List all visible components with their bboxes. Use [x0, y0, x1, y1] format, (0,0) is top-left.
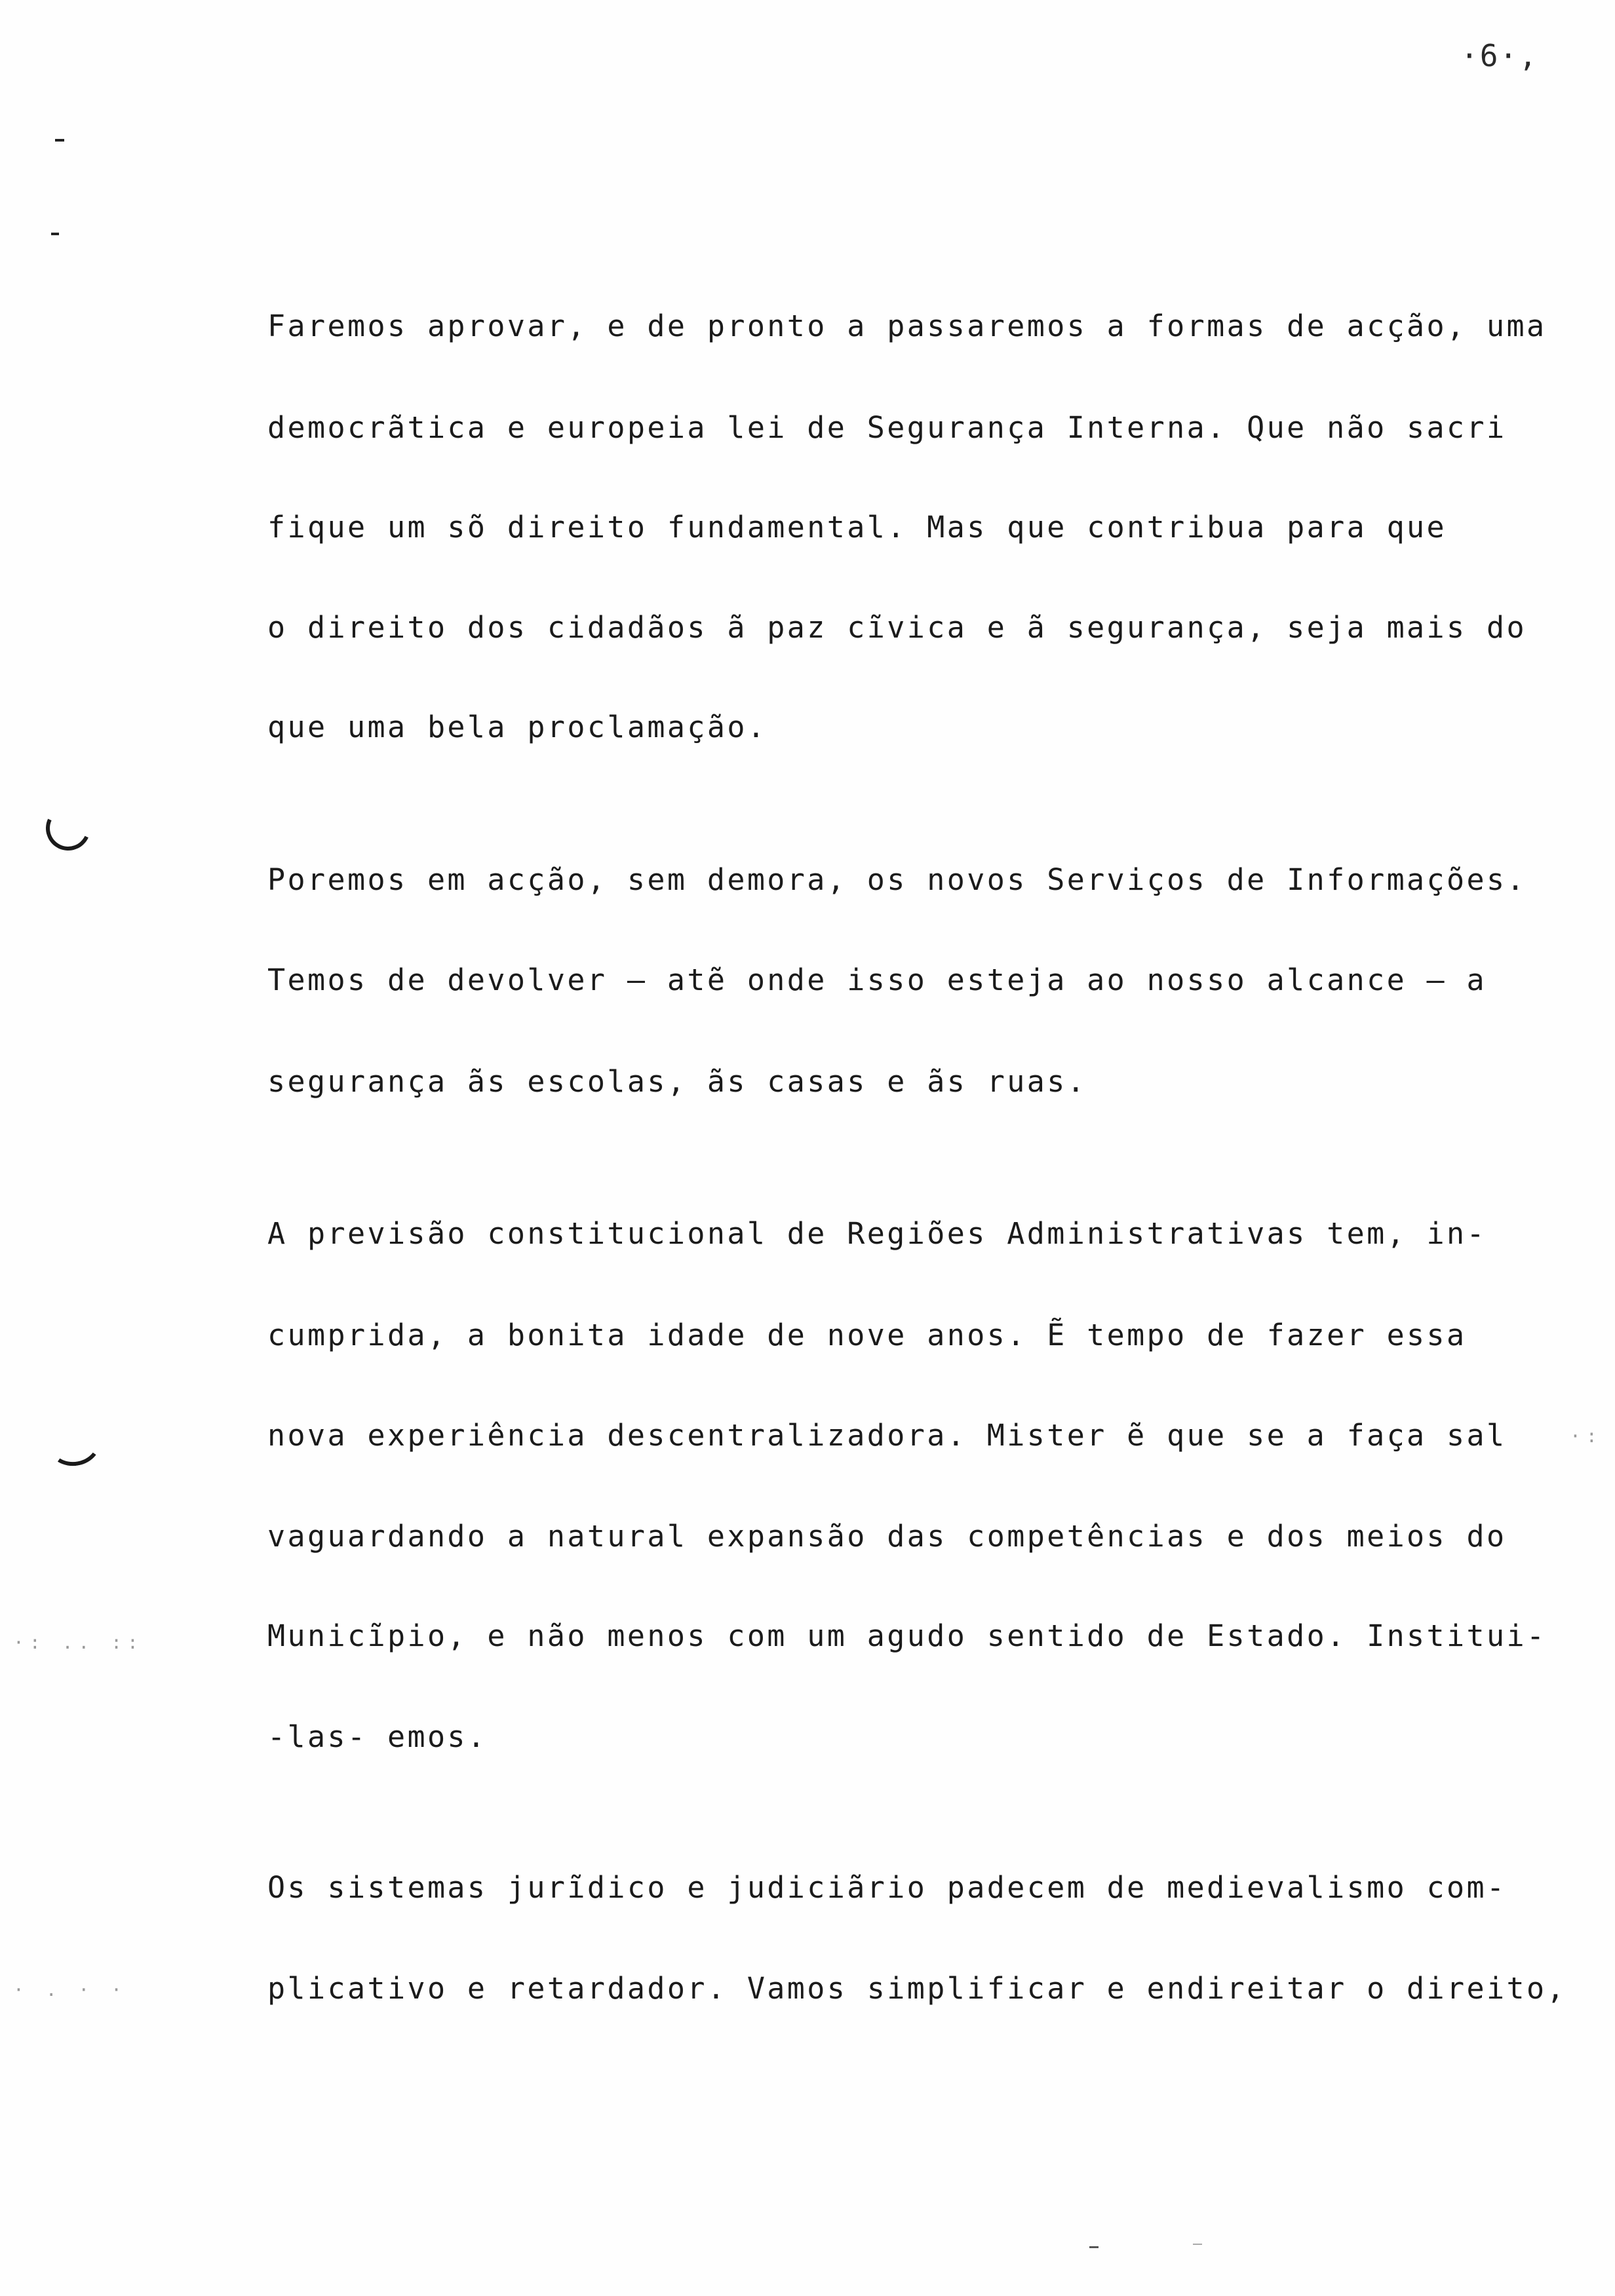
page-number: ·6·,: [1460, 38, 1538, 73]
text-line: Poremos em acção, sem demora, os novos Serviços de Informações.: [267, 862, 1527, 897]
scan-speckle-left-1: ·: .. ::: [13, 1632, 144, 1653]
text-line: vaguardando a natural expansão das competências e dos meios do: [267, 1519, 1507, 1554]
text-line: -las- emos.: [267, 1719, 488, 1754]
text-line: Temos de devolver — atẽ onde isso esteja ao nosso alcance — a: [267, 963, 1487, 997]
text-line: nova experiência descentralizadora. Mister ẽ que se a faça sal: [267, 1418, 1507, 1453]
footer-smudge: [1089, 2246, 1099, 2248]
text-line: o direito dos cidadãos ã paz cĩvica e ã segurança, seja mais do: [267, 610, 1527, 645]
margin-dash-top: [55, 139, 64, 142]
margin-hook-mark-lower: [43, 1414, 104, 1470]
scan-speckle-right: ·:: [1570, 1425, 1603, 1447]
text-line: A previsão constitucional de Regiões Administrativas tem, in-: [267, 1216, 1487, 1251]
text-line: que uma bela proclamação.: [267, 710, 768, 744]
text-line: Os sistemas jurĩdico e judiciãrio padecem de medievalismo com-: [267, 1870, 1507, 1905]
text-line: segurança ãs escolas, ãs casas e ãs ruas.: [267, 1064, 1087, 1099]
text-line: plicativo e retardador. Vamos simplificar e endireitar o direito,: [267, 1971, 1566, 2006]
text-line: Faremos aprovar, e de pronto a passaremos a formas de acção, uma: [267, 309, 1547, 343]
text-line: fique um sõ direito fundamental. Mas que contribua para que: [267, 510, 1447, 545]
text-line: cumprida, a bonita idade de nove anos. Ẽ tempo de fazer essa: [267, 1318, 1467, 1352]
text-line: Municĩpio, e não menos com um agudo sentido de Estado. Institui-: [267, 1618, 1547, 1653]
text-line: democrãtica e europeia lei de Segurança Interna. Que não sacri: [267, 410, 1507, 445]
margin-hook-mark: [39, 799, 96, 856]
margin-dash-second: [51, 233, 59, 235]
footer-dash: [1193, 2244, 1202, 2245]
scan-speckle-left-2: · . · ·: [13, 1979, 128, 2000]
